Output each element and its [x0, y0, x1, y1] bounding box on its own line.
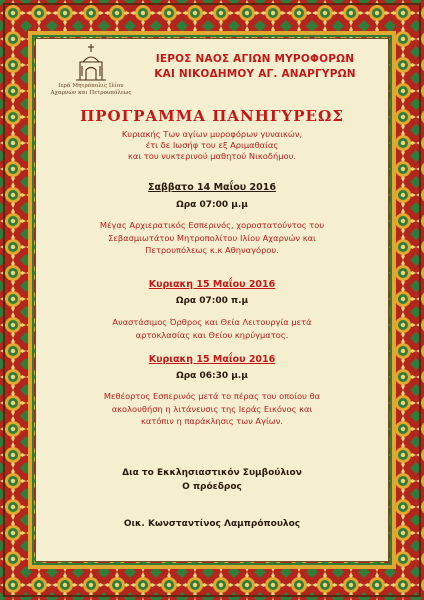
event-3-desc-line1: Μεθέορτος Εσπερινός μετά το πέρας του οποίου θα: [103, 391, 321, 401]
intro-line2: έτι δε Ιωσήφ του εξ Αριμαθαίας: [145, 140, 279, 150]
logo-caption: [44, 83, 138, 97]
church-name: [140, 52, 370, 82]
logo-caption-line1: Ιερά Μητρόπολις Ιλίου: [58, 83, 124, 89]
event-1-time: Ωρα 07:00 μ.μ: [176, 200, 248, 210]
event-2-desc-line2: αρτοκλασίας και Θείου κηρύγματος.: [135, 329, 289, 340]
feast-intro: [48, 129, 376, 162]
church-name-line2: ΚΑΙ ΝΙΚΟΔΗΜΟΥ ΑΓ. ΑΝΑΡΓΥΡΩΝ: [154, 68, 356, 80]
program-title: ΠΡΟΓΡΑΜΜΑ ΠΑΝΗΓΥΡΕΩΣ: [80, 107, 344, 125]
event-2-date: Κυριακη 15 Μαΐου 2016: [148, 279, 276, 290]
event-3-time: Ωρα 06:30 μ.μ: [176, 371, 248, 381]
event-1-date: Σαββατο 14 Μαΐου 2016: [148, 182, 276, 193]
event-3-date: Κυριακη 15 Μαΐου 2016: [148, 354, 276, 365]
priest-name: Οικ. Κωνσταντίνος Λαμπρόπουλος: [123, 519, 301, 529]
event-1-desc-line3: Πετρουπόλεως κ.κ Αθηναγόρου.: [145, 245, 279, 255]
president-line: Ο πρόεδρος: [182, 482, 242, 492]
event-2-description: [44, 316, 380, 341]
event-1-description: [44, 219, 380, 257]
event-2-desc-line1: Αναστάσιμος Όρθρος και Θεία Λειτουργία μετά: [112, 317, 312, 327]
event-1-desc-line2: Σεβασμιωτάτου Μητροπολίτου Ιλίου Αχαρνών και: [108, 232, 316, 243]
intro-line1: Κυριακής Των αγίων μυροφόρων γυναικών,: [121, 129, 303, 139]
event-2-time: Ωρα 07:00 π.μ: [175, 296, 249, 306]
event-1-desc-line1: Μέγας Αρχιερατικός Εσπερινός, χοροστατούντος του: [99, 220, 325, 230]
event-3-desc-line2: ακολουθήση η λιτάνευσις της Ιεράς Εικόνος και: [111, 403, 313, 414]
intro-line3: και του νυκτερινού μαθητού Νικοδήμου.: [127, 151, 297, 161]
council-line: Δια το Εκκλησιαστικόν Συμβούλιον: [122, 468, 302, 478]
church-name-line1: ΙΕΡΟΣ ΝΑΟΣ ΑΓΙΩΝ ΜΥΡΟΦΟΡΩΝ: [155, 53, 355, 65]
logo-caption-line2: Αχαρνών και Πετρουπόλεως: [50, 90, 132, 96]
council-signature: [60, 466, 364, 494]
event-3-description: [44, 390, 380, 428]
event-3-desc-line3: κατόπιν η παράκλησις των Αγίων.: [140, 416, 284, 426]
